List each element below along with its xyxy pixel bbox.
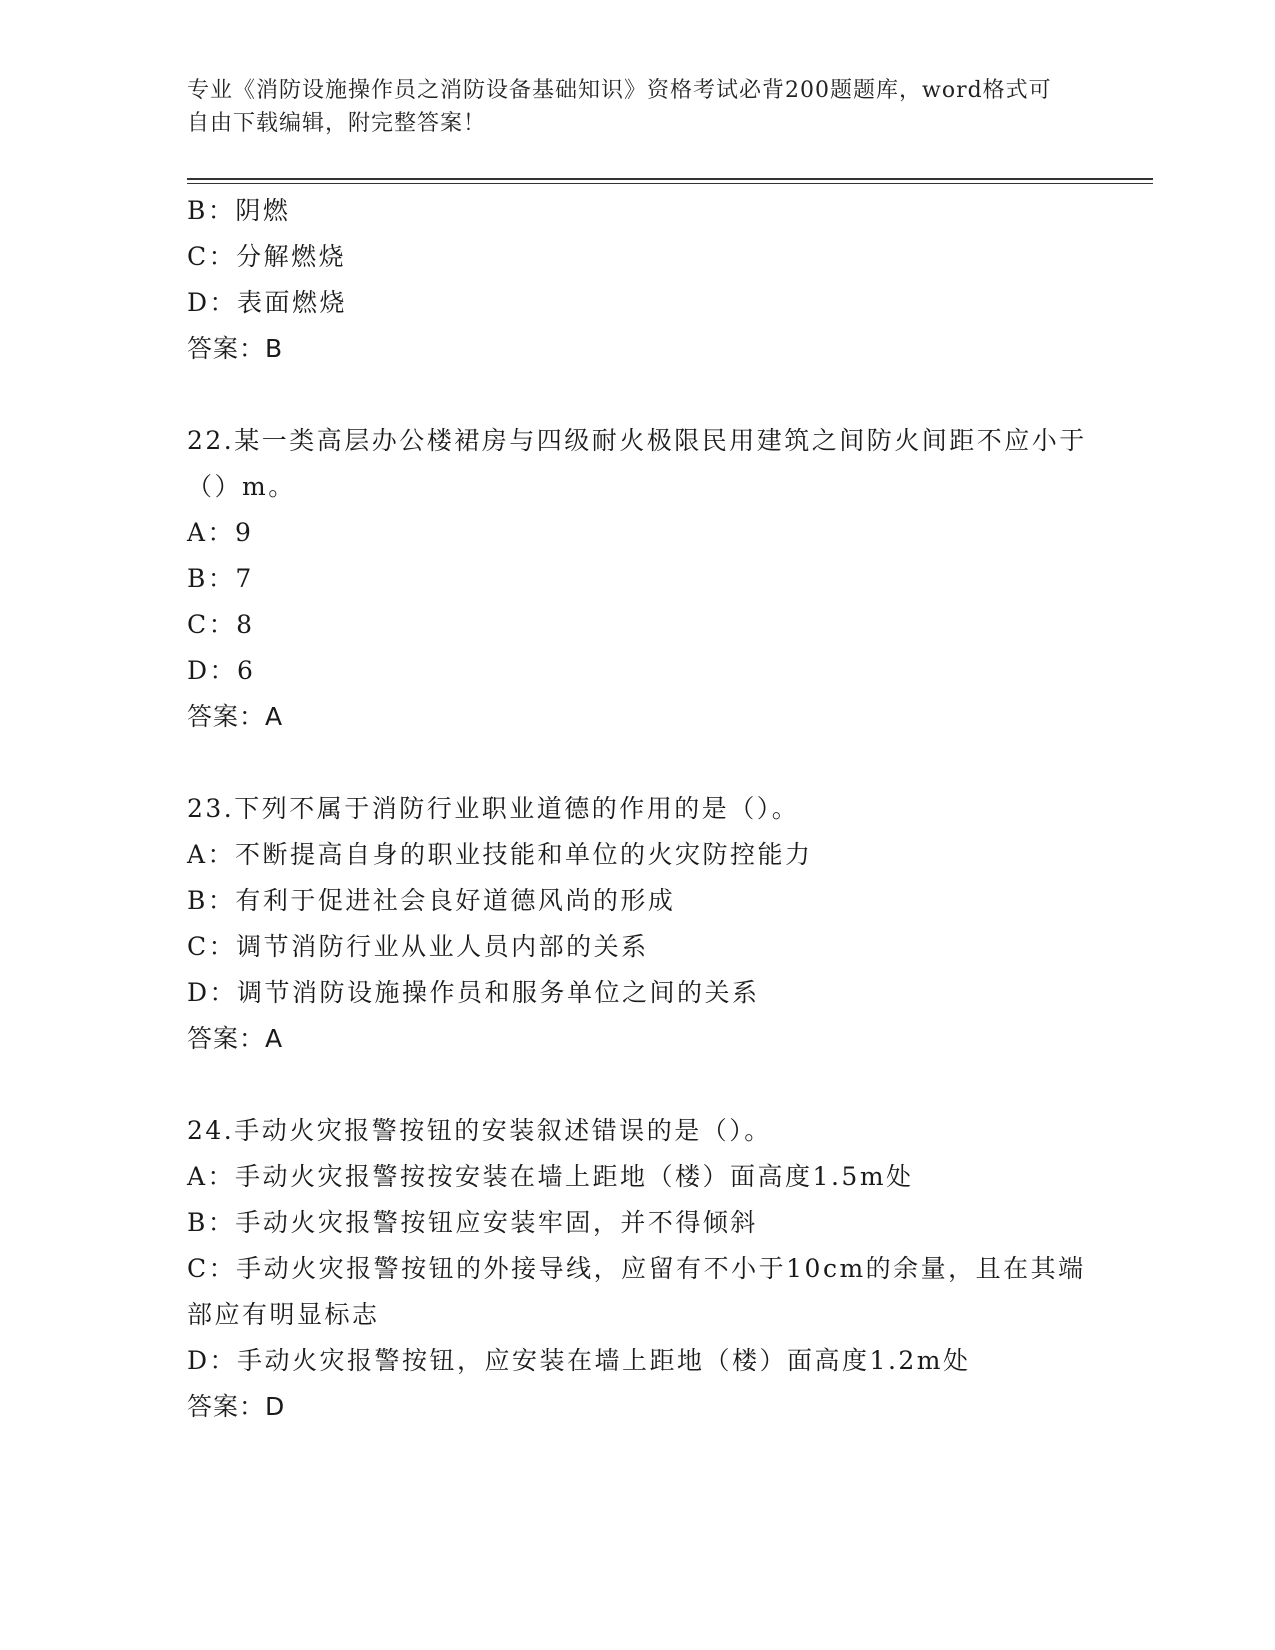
question-stem: 22.某一类高层办公楼裙房与四级耐火极限民用建筑之间防火间距不应小于（）m。 bbox=[187, 426, 1087, 501]
option-a: A：不断提高自身的职业技能和单位的火灾防控能力 bbox=[187, 840, 813, 869]
question-22 bbox=[187, 418, 1087, 740]
answer-line: 答案：A bbox=[187, 702, 284, 731]
answer-line: 答案：A bbox=[187, 1024, 284, 1053]
option-c: C：分解燃烧 bbox=[187, 242, 347, 271]
answer-line: 答案：B bbox=[187, 334, 284, 363]
question-stem: 24.手动火灾报警按钮的安装叙述错误的是（）。 bbox=[187, 1116, 772, 1145]
option-a: A：手动火灾报警按按安装在墙上距地（楼）面高度1.5m处 bbox=[187, 1162, 914, 1191]
option-d: D：手动火灾报警按钮，应安装在墙上距地（楼）面高度1.2m处 bbox=[187, 1346, 971, 1375]
question-stem: 23.下列不属于消防行业职业道德的作用的是（）。 bbox=[187, 794, 800, 823]
header-rule-thin bbox=[187, 183, 1153, 184]
option-d: D：6 bbox=[187, 656, 256, 685]
question-24 bbox=[187, 1108, 1087, 1430]
option-b: B：7 bbox=[187, 564, 254, 593]
question-23 bbox=[187, 786, 1087, 1062]
option-b: B：阴燃 bbox=[187, 196, 291, 225]
document-content bbox=[187, 188, 1087, 1430]
previous-question-tail bbox=[187, 188, 1087, 372]
option-a: A：9 bbox=[187, 518, 254, 547]
option-c: C：调节消防行业从业人员内部的关系 bbox=[187, 932, 649, 961]
option-c: C：手动火灾报警按钮的外接导线，应留有不小于10cm的余量，且在其端部应有明显标志 bbox=[187, 1254, 1086, 1329]
option-b: B：手动火灾报警按钮应安装牢固，并不得倾斜 bbox=[187, 1208, 758, 1237]
option-d: D：调节消防设施操作员和服务单位之间的关系 bbox=[187, 978, 760, 1007]
option-d: D：表面燃烧 bbox=[187, 288, 348, 317]
option-b: B：有利于促进社会良好道德风尚的形成 bbox=[187, 886, 676, 915]
answer-line: 答案：D bbox=[187, 1392, 286, 1421]
header-rule-thick bbox=[187, 178, 1153, 180]
document-header: 专业《消防设施操作员之消防设备基础知识》资格考试必背200题题库，word格式可自由下载编辑，附完整答案！ bbox=[187, 78, 1052, 136]
option-c: C：8 bbox=[187, 610, 255, 639]
